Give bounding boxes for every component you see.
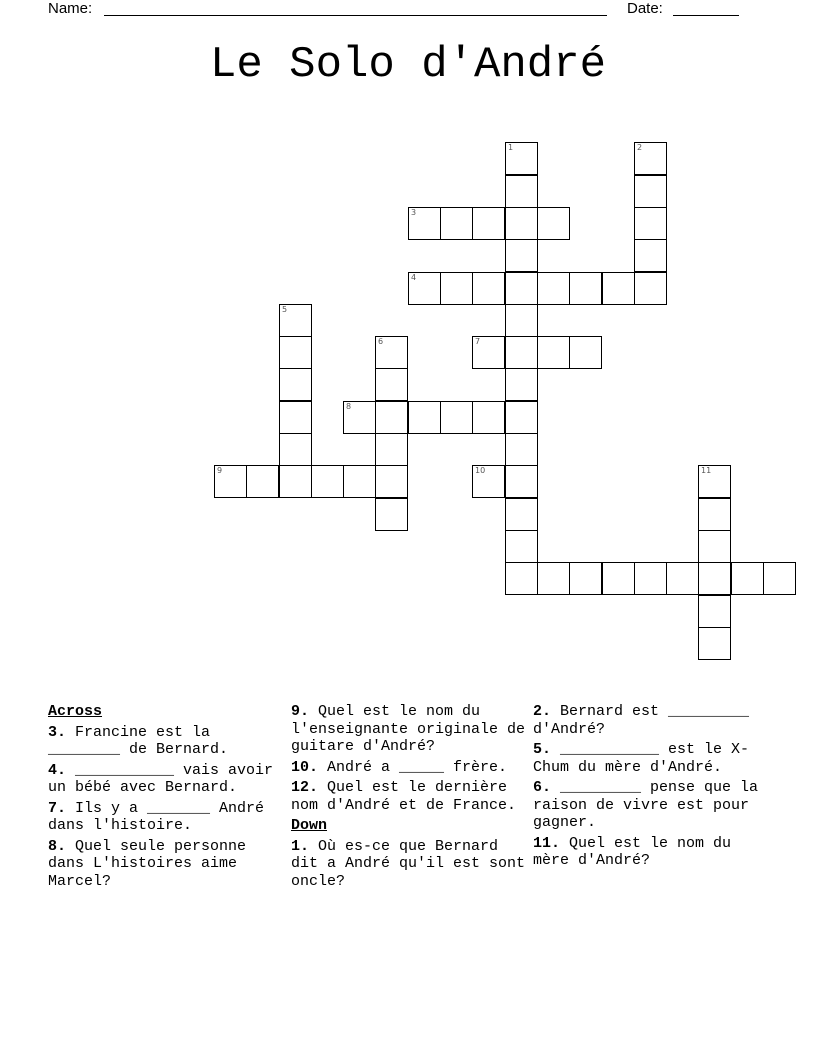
clue-item xyxy=(533,703,769,738)
clue-item xyxy=(291,703,527,756)
grid-cell[interactable] xyxy=(246,465,279,498)
clue-number: 8 xyxy=(346,402,352,411)
clue-item-number: 8. xyxy=(48,837,67,855)
grid-cell[interactable] xyxy=(375,433,408,466)
clue-item-text: André a _____ frère. xyxy=(318,758,508,776)
clue-item-text: Quel seule personne dans L'histoires aime Marcel? xyxy=(48,837,247,890)
grid-cell[interactable] xyxy=(375,336,408,369)
grid-cell[interactable] xyxy=(569,562,602,595)
grid-cell[interactable] xyxy=(472,272,505,305)
grid-cell[interactable] xyxy=(375,368,408,401)
clue-item xyxy=(291,838,527,891)
grid-cell[interactable] xyxy=(537,562,570,595)
down-heading: Down xyxy=(291,817,328,834)
grid-cell[interactable] xyxy=(505,433,538,466)
grid-cell[interactable] xyxy=(311,465,344,498)
clue-number: 2 xyxy=(637,143,643,152)
across-heading: Across xyxy=(48,703,103,720)
grid-cell[interactable] xyxy=(375,401,408,434)
down-clues-list xyxy=(291,838,527,891)
grid-cell[interactable] xyxy=(505,272,538,305)
clue-number: 4 xyxy=(411,273,417,282)
grid-cell[interactable] xyxy=(698,498,731,531)
grid-cell[interactable] xyxy=(279,336,312,369)
clue-item-number: 6. xyxy=(533,779,552,796)
grid-cell[interactable] xyxy=(634,175,667,208)
clue-item-text: ___________ vais avoir un bébé avec Bernard. xyxy=(48,761,274,796)
clues-column-2 xyxy=(291,703,527,893)
grid-cell[interactable] xyxy=(505,401,538,434)
grid-cell[interactable] xyxy=(408,401,441,434)
grid-cell[interactable] xyxy=(634,272,667,305)
clue-item-number: 1. xyxy=(291,837,310,855)
grid-cell[interactable] xyxy=(472,465,505,498)
grid-cell[interactable] xyxy=(634,142,667,175)
clue-item-text: ___________ est le X-Chum du mère d'André. xyxy=(533,741,750,776)
grid-cell[interactable] xyxy=(279,401,312,434)
grid-cell[interactable] xyxy=(569,272,602,305)
grid-cell[interactable] xyxy=(569,336,602,369)
grid-cell[interactable] xyxy=(505,175,538,208)
clue-item xyxy=(48,838,284,891)
grid-cell[interactable] xyxy=(440,401,473,434)
clue-item-number: 3. xyxy=(48,723,67,741)
clue-item-number: 4. xyxy=(48,761,67,779)
grid-cell[interactable] xyxy=(505,304,538,337)
grid-cell[interactable] xyxy=(505,465,538,498)
across-clues-list xyxy=(48,724,284,891)
grid-cell[interactable] xyxy=(279,368,312,401)
clue-item xyxy=(48,762,284,797)
grid-cell[interactable] xyxy=(279,304,312,337)
clue-item xyxy=(533,835,769,870)
clue-number: 5 xyxy=(282,305,288,314)
clue-item-number: 11. xyxy=(533,834,561,852)
clue-item-text: Où es-ce que Bernard dit a André qu'il est sont oncle? xyxy=(291,837,526,890)
grid-cell[interactable] xyxy=(505,239,538,272)
page-title: Le Solo d'André xyxy=(209,40,607,90)
grid-cell[interactable] xyxy=(698,530,731,563)
clue-item xyxy=(48,724,284,759)
grid-cell[interactable] xyxy=(440,207,473,240)
grid-cell[interactable] xyxy=(214,465,247,498)
clue-number: 10 xyxy=(475,466,486,475)
grid-cell[interactable] xyxy=(505,336,538,369)
clue-item-text: Quel est le nom du l'enseignante originale de guitare d'André? xyxy=(291,703,526,755)
clue-item-text: Francine est la ________ de Bernard. xyxy=(48,723,229,758)
clue-number: 1 xyxy=(508,143,514,152)
grid-cell[interactable] xyxy=(505,142,538,175)
grid-cell[interactable] xyxy=(634,207,667,240)
grid-cell[interactable] xyxy=(666,562,699,595)
clue-item-number: 9. xyxy=(291,703,310,720)
grid-cell[interactable] xyxy=(634,239,667,272)
clue-item xyxy=(533,779,769,832)
grid-cell[interactable] xyxy=(698,595,731,628)
grid-cell[interactable] xyxy=(537,207,570,240)
grid-cell[interactable] xyxy=(375,498,408,531)
grid-cell[interactable] xyxy=(472,401,505,434)
grid-cell[interactable] xyxy=(763,562,796,595)
clue-number: 9 xyxy=(217,466,223,475)
name-label: Name: xyxy=(48,0,93,17)
clue-item-number: 5. xyxy=(533,741,552,758)
grid-cell[interactable] xyxy=(731,562,764,595)
grid-cell[interactable] xyxy=(408,272,441,305)
clues-column-1 xyxy=(48,703,284,893)
grid-cell[interactable] xyxy=(698,562,731,595)
grid-cell[interactable] xyxy=(698,465,731,498)
grid-cell[interactable] xyxy=(698,627,731,660)
date-label: Date: xyxy=(627,0,663,17)
grid-cell[interactable] xyxy=(634,562,667,595)
grid-cell[interactable] xyxy=(505,562,538,595)
grid-cell[interactable] xyxy=(505,498,538,531)
clue-number: 7 xyxy=(475,337,481,346)
grid-cell[interactable] xyxy=(343,465,376,498)
clue-item xyxy=(533,741,769,776)
grid-cell[interactable] xyxy=(537,272,570,305)
clue-item-number: 2. xyxy=(533,703,552,720)
clue-item-text: Bernard est _________ d'André? xyxy=(533,703,750,738)
clue-item-text: Quel est le nom du mère d'André? xyxy=(533,834,732,869)
grid-cell[interactable] xyxy=(279,433,312,466)
grid-cell[interactable] xyxy=(602,272,635,305)
clue-item-number: 10. xyxy=(291,758,319,776)
down-clues-list-continued xyxy=(533,703,769,870)
grid-cell[interactable] xyxy=(537,336,570,369)
grid-cell[interactable] xyxy=(408,207,441,240)
clues-column-3 xyxy=(533,703,769,873)
clue-number: 3 xyxy=(411,208,417,217)
clue-item-text: Quel est le dernière nom d'André et de France. xyxy=(291,779,517,814)
clue-item xyxy=(291,759,527,777)
clue-item-text: _________ pense que la raison de vivre est pour gagner. xyxy=(533,779,759,831)
grid-cell[interactable] xyxy=(602,562,635,595)
clue-item xyxy=(48,800,284,835)
grid-cell[interactable] xyxy=(440,272,473,305)
across-clues-list-continued xyxy=(291,703,527,814)
grid-cell[interactable] xyxy=(472,207,505,240)
grid-cell[interactable] xyxy=(343,401,376,434)
clue-number: 11 xyxy=(701,466,712,475)
grid-cell[interactable] xyxy=(279,465,312,498)
clue-number: 6 xyxy=(378,337,384,346)
grid-cell[interactable] xyxy=(505,368,538,401)
grid-cell[interactable] xyxy=(472,336,505,369)
grid-cell[interactable] xyxy=(505,530,538,563)
grid-cell[interactable] xyxy=(505,207,538,240)
clue-item-number: 7. xyxy=(48,799,67,817)
clue-item xyxy=(291,779,527,814)
clue-item-number: 12. xyxy=(291,779,319,796)
grid-cell[interactable] xyxy=(375,465,408,498)
clue-item-text: Ils y a _______ André dans l'histoire. xyxy=(48,799,265,834)
